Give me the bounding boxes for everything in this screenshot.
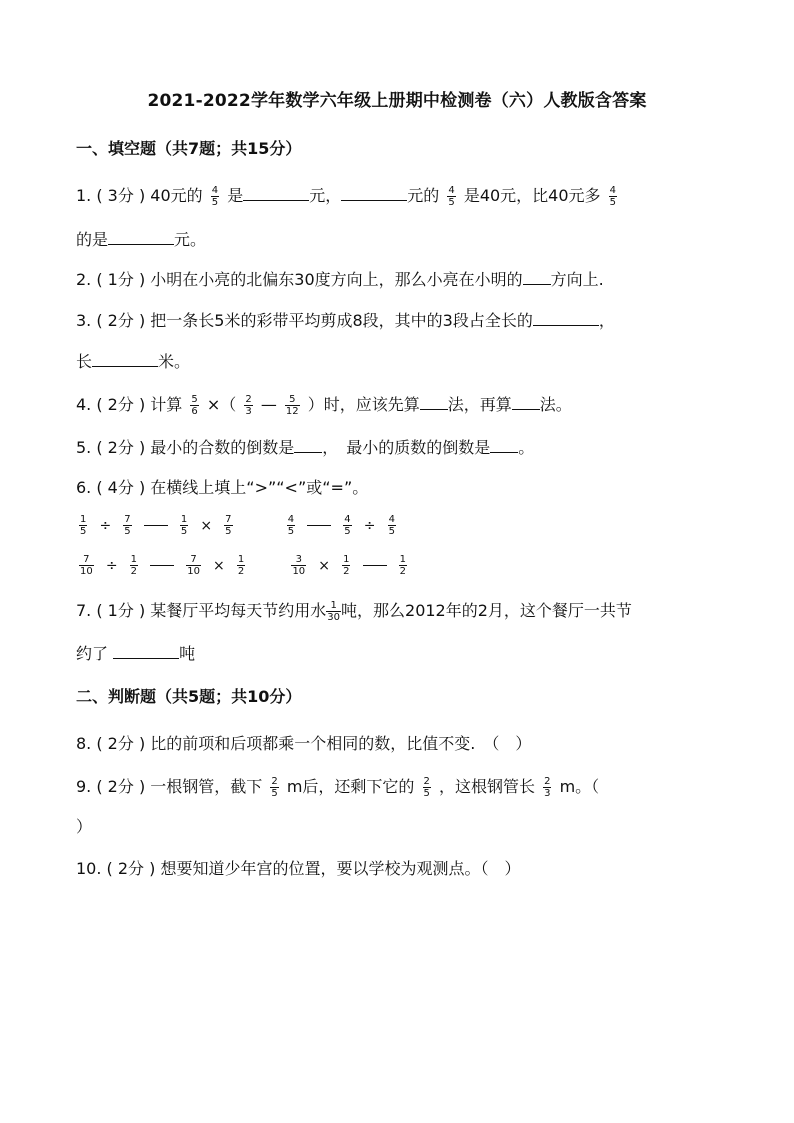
question-4 bbox=[76, 393, 572, 417]
question-1-line-2 bbox=[76, 228, 206, 251]
q9-text: ，这根钢管长 bbox=[439, 777, 536, 796]
answer-blank[interactable] bbox=[113, 642, 179, 659]
q4-text: 法，再算 bbox=[447, 395, 512, 414]
question-10: 10. ( 2分 ) 想要知道少年宫的位置，要以学校为观测点。（ ） bbox=[76, 859, 521, 878]
q9-text: m后，还剩下它的 bbox=[286, 777, 415, 796]
section-true-false-heading: 二、判断题（共5题；共10分） bbox=[76, 687, 302, 706]
fraction: $\frac{1}{30}$ bbox=[327, 600, 341, 623]
compare-blank[interactable] bbox=[363, 565, 387, 566]
fraction: $\frac{4}{5}$ bbox=[287, 514, 295, 537]
compare-blank[interactable] bbox=[144, 525, 168, 526]
q4-text: ）时，应该先算 bbox=[307, 395, 420, 414]
page-title: 2021-2022学年数学六年级上册期中检测卷（六）人教版含答案 bbox=[147, 91, 647, 111]
multiply-sign: × bbox=[200, 517, 213, 534]
fraction: $\frac{4}{5}$ bbox=[344, 514, 351, 537]
answer-blank[interactable] bbox=[533, 309, 599, 326]
q1-text: 元。 bbox=[174, 230, 207, 249]
question-3-line-2 bbox=[76, 350, 190, 373]
q3-text: 长 bbox=[76, 352, 93, 371]
answer-blank[interactable] bbox=[92, 350, 158, 367]
fraction: $\frac{5}{12}$ bbox=[285, 394, 299, 417]
q2-text: 2. ( 1分 ) 小明在小亮的北偏东30度方向上，那么小亮在小明的 bbox=[76, 270, 523, 289]
fraction: $\frac{4}{5}$ bbox=[388, 514, 395, 537]
answer-blank[interactable] bbox=[108, 228, 174, 245]
compare-blank[interactable] bbox=[307, 525, 331, 526]
q7-text: 7. ( 1分 ) 某餐厅平均每天节约用水 bbox=[76, 601, 327, 620]
comparison-row-1 bbox=[76, 514, 399, 537]
fraction: $\frac{2}{3}$ bbox=[245, 394, 252, 417]
q1-text: 的是 bbox=[76, 230, 109, 249]
fraction: $\frac{1}{2}$ bbox=[399, 554, 407, 577]
q1-prefix: 1. ( 3分 ) 40元的 bbox=[76, 186, 203, 205]
q1-text: 是40元，比40元多 bbox=[463, 186, 601, 205]
answer-blank[interactable] bbox=[490, 436, 518, 453]
question-8: 8. ( 2分 ) 比的前项和后项都乘一个相同的数，比值不变. （ ） bbox=[76, 734, 532, 753]
q3-text: 3. ( 2分 ) 把一条长5米的彩带平均剪成8段，其中的3段占全长的 bbox=[76, 311, 533, 330]
question-9-line-2: ） bbox=[76, 817, 93, 836]
minus-sign: — bbox=[260, 395, 277, 414]
question-1-line-1 bbox=[76, 184, 620, 208]
fraction: $\frac{1}{2}$ bbox=[237, 554, 245, 577]
fraction: $\frac{4}{5}$ bbox=[211, 185, 219, 208]
comparison-row-2 bbox=[76, 554, 410, 577]
fraction: $\frac{4}{5}$ bbox=[448, 185, 455, 208]
question-6: 6. ( 4分 ) 在横线上填上“>”“<”或“=”。 bbox=[76, 478, 369, 497]
fraction: $\frac{1}{5}$ bbox=[180, 514, 188, 537]
answer-blank[interactable] bbox=[512, 393, 540, 410]
q7-text: 吨 bbox=[179, 644, 196, 663]
question-3-line-1 bbox=[76, 309, 615, 332]
q9-text: m。（ bbox=[559, 777, 600, 796]
answer-blank[interactable] bbox=[523, 268, 551, 285]
q2-text: 方向上. bbox=[550, 270, 604, 289]
multiply-sign: × bbox=[213, 557, 225, 574]
compare-blank[interactable] bbox=[150, 565, 174, 566]
section-fill-in-heading: 一、填空题（共7题；共15分） bbox=[76, 139, 302, 158]
multiply-sign: × bbox=[318, 557, 330, 574]
answer-blank[interactable] bbox=[420, 393, 448, 410]
fraction: $\frac{1}{2}$ bbox=[130, 554, 138, 577]
q1-text: 是 bbox=[227, 186, 244, 205]
question-7-line-1 bbox=[76, 600, 632, 623]
answer-blank[interactable] bbox=[341, 184, 407, 201]
q5-text: 5. ( 2分 ) 最小的合数的倒数是 bbox=[76, 438, 295, 457]
divide-sign: ÷ bbox=[99, 517, 112, 534]
q3-text: ， bbox=[598, 311, 615, 330]
q9-text: 9. ( 2分 ) 一根钢管，截下 bbox=[76, 777, 263, 796]
fraction: $\frac{2}{5}$ bbox=[423, 776, 430, 799]
q1-text: 元的 bbox=[407, 186, 440, 205]
question-7-line-2 bbox=[76, 642, 195, 665]
answer-blank[interactable] bbox=[243, 184, 309, 201]
fraction: $\frac{1}{5}$ bbox=[80, 514, 87, 537]
question-2 bbox=[76, 268, 604, 291]
question-5 bbox=[76, 436, 534, 459]
fraction: $\frac{7}{10}$ bbox=[80, 554, 93, 577]
q7-text: 吨，那么2012年的2月，这个餐厅一共节 bbox=[341, 601, 632, 620]
fraction: $\frac{7}{5}$ bbox=[124, 514, 131, 537]
fraction: $\frac{4}{5}$ bbox=[609, 185, 617, 208]
q4-text: 法。 bbox=[539, 395, 572, 414]
fraction: $\frac{7}{10}$ bbox=[187, 554, 200, 577]
fraction: $\frac{3}{10}$ bbox=[292, 554, 306, 577]
fraction: $\frac{2}{3}$ bbox=[544, 776, 551, 799]
q7-text: 约了 bbox=[76, 644, 109, 663]
fraction: $\frac{5}{6}$ bbox=[191, 394, 198, 417]
q4-text: 4. ( 2分 ) 计算 bbox=[76, 395, 183, 414]
divide-sign: ÷ bbox=[105, 557, 118, 574]
divide-sign: ÷ bbox=[363, 517, 376, 534]
q3-text: 米。 bbox=[158, 352, 191, 371]
q4-text: ×（ bbox=[206, 395, 237, 414]
fraction: $\frac{2}{5}$ bbox=[271, 776, 278, 799]
fraction: $\frac{7}{5}$ bbox=[225, 514, 232, 537]
question-9-line-1 bbox=[76, 776, 599, 799]
q5-text: ， 最小的质数的倒数是 bbox=[322, 438, 491, 457]
fraction: $\frac{1}{2}$ bbox=[343, 554, 350, 577]
q1-text: 元， bbox=[309, 186, 342, 205]
q5-text: 。 bbox=[518, 438, 535, 457]
answer-blank[interactable] bbox=[294, 436, 322, 453]
